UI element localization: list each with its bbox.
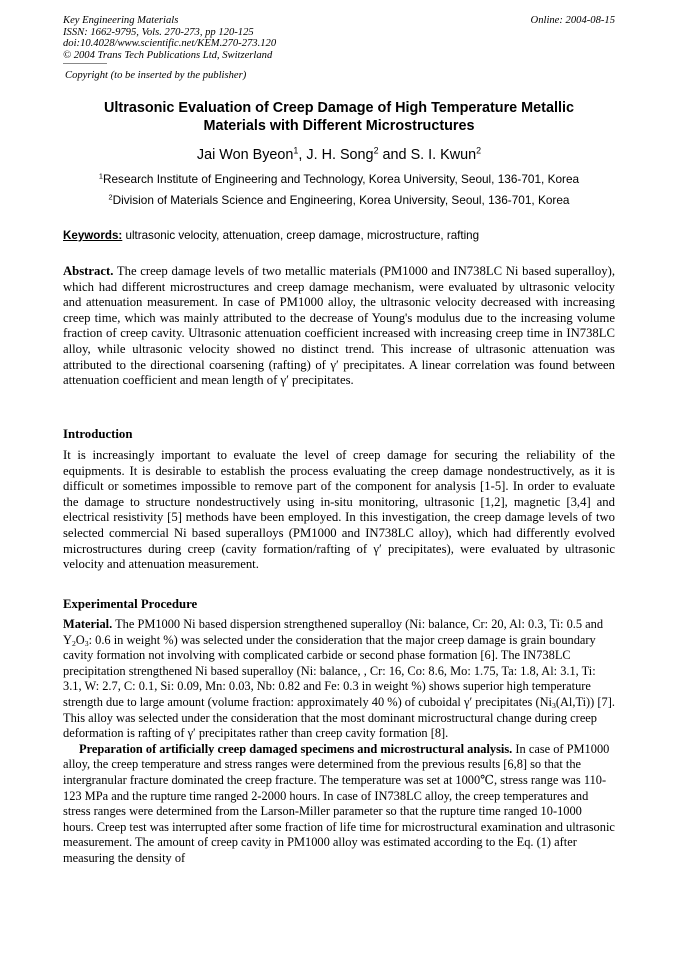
paper-title [63,99,615,135]
material-text: precipitates (Ni [472,694,552,709]
gamma-prime-symbol: γ′ [187,726,196,741]
affiliation-number: 1 [98,171,103,181]
intro-text: It is increasingly important to evaluate the level of creep damage for securing the reliability of the equipments. It is desirable to establish the process evaluating the creep damage nondestructively, as it is difficult or sometimes impossible to remove part of the component for analysis [1-5]. In order to evaluate the damage to structure nondestructively using in-situ monitoring, ultrasonic [1,2], magnetic [3,4] and electrical resistivity [5] methods have been employed. In this investigation, the creep damage levels of two selected commercial Ni based superalloys (PM1000 and IN738LC alloy), which had differently evolved microstructures during creep (cavity formation/rafting of [63,448,615,556]
introduction-heading: Introduction [63,427,133,441]
introduction-paragraph [63,448,615,573]
gamma-prime-symbol: γ′ [373,541,382,556]
abstract-paragraph [63,264,615,389]
gamma-prime-symbol: γ′ [280,373,289,388]
keywords [63,229,623,243]
header-divider [63,63,107,64]
keywords-text: ultrasonic velocity, attenuation, creep damage, microstructure, rafting [122,229,480,242]
title-line-2: Materials with Different Microstructures [203,118,475,134]
gamma-prime-symbol: γ′ [463,694,473,709]
copyright-note: Copyright (to be inserted by the publisher) [65,70,247,81]
author-separator: and [378,147,411,163]
affiliation-2 [63,193,615,207]
author-separator: , [298,147,307,163]
experimental-section [63,617,615,867]
affiliation-text: Division of Materials Science and Engineering, Korea University, Seoul, 136-701, Korea [112,193,570,207]
material-text: (Al,Ti)) [7]. This alloy was selected under the consideration that the most dominant microstructural change during creep deformation is rafting of [63,694,615,741]
intro-text: precipitates), were evaluated by ultrasonic velocity and attenuation measurement. [63,541,615,572]
author-1: Jai Won Byeon [196,147,294,163]
affiliation-text: Research Institute of Engineering and Technology, Korea University, Seoul, 136-701, Korea [102,172,580,186]
material-text: The PM1000 Ni based dispersion strengthened superalloy (Ni: balance, Cr: 20, Al: 0.3, Ti: 0.5 and Y [63,617,604,647]
abstract-label: Abstract. [63,264,114,278]
author-2-affil: 2 [373,145,379,156]
abstract-text: The creep damage levels of two metallic materials (PM1000 and IN738LC Ni based superalloy), which had different microstructures and creep damage mechanism, were evaluated by ultrasonic velocity and attenuation measurement. In case of PM1000 alloy, the ultrasonic velocity decreased with increasing creep time, which was mainly attributed to the decrease of Young's modulus due to the increasing volume fraction of creep cavity. Ultrasonic attenuation coefficient increased with increasing creep time in IN738LC alloy, while ultrasonic velocity showed no distinct trend. This increase of ultrasonic attenuation was attributed to the directional coarsening (rafting) of [63,264,615,372]
subscript: 3 [84,638,89,648]
material-text: O [75,632,85,647]
preparation-text: In case of PM1000 alloy, the creep temperature and stress ranges were determined from the previous results [6,8] so that the intergranular fracture dominated the creep fracture. The temperature was set at 1000℃, stress range was 110-123 MPa and the rupture time ranged 2-2000 hours. In case of IN738LC alloy, the creep temperatures and stress ranges were determined from the Larson-Miller parameter so that the rupture time ranged 10-1000 hours. Creep test was interrupted after some fraction of life time for microstructural examination and ultrasonic measurement. The amount of creep cavity in PM1000 alloy was estimated according to the Eq. (1) after measuring the density of [63,741,615,865]
online-date: Online: 2004-08-15 [530,15,615,26]
preparation-label: Preparation of artificially creep damaged specimens and microstructural analysis. [79,741,513,756]
subscript: 2 [71,638,76,648]
author-list [63,146,615,164]
subscript: 3 [552,700,556,710]
experimental-heading: Experimental Procedure [63,597,198,611]
journal-name: Key Engineering Materials [63,15,179,26]
title-line-1: Ultrasonic Evaluation of Creep Damage of High Temperature Metallic [104,100,574,116]
material-text: precipitates rather than creep cavity formation [8]. [195,726,449,741]
abstract-text: precipitates. [288,373,354,388]
abstract-text: precipitates. A linear correlation was found between attenuation coefficient and mean length of [63,357,615,388]
material-text: : 0.6 in weight %) was selected under the consideration that the major creep damage is grain boundary cavity formation not involving with complicated carbide or second phase formation [6]. The IN738LC precipitation strengthened Ni based superalloy (Ni: balance, , Cr: 16, Co: 8.6, Mo: 1.75, Ta: 1.8, Al: 3.1, Ti: 3.1, W: 2.7, C: 0.1, Si: 0.09, Mn: 0.03, Nb: 0.82 and Fe: 0.3 in weight %) shows superior high temperature strength due to large amount (volume fraction: approximately 40 %) of cuboidal [63,632,596,709]
keywords-label: Keywords: [63,229,123,242]
preparation-paragraph [63,742,615,867]
author-3-affil: 2 [476,145,482,156]
doi-line: doi:10.4028/www.scientific.net/KEM.270-273.120 [63,38,277,49]
material-label: Material. [63,617,113,631]
material-paragraph [63,617,615,742]
affiliation-number: 2 [108,192,113,202]
author-2: J. H. Song [306,147,374,163]
publisher-line: © 2004 Trans Tech Publications Ltd, Switzerland [63,49,273,61]
author-1-affil: 1 [293,145,299,156]
gamma-prime-symbol: γ′ [330,357,339,372]
author-3: S. I. Kwun [410,147,477,163]
affiliation-1 [63,172,615,186]
issn-line: ISSN: 1662-9795, Vols. 270-273, pp 120-125 [63,26,254,38]
journal-header [63,15,615,61]
